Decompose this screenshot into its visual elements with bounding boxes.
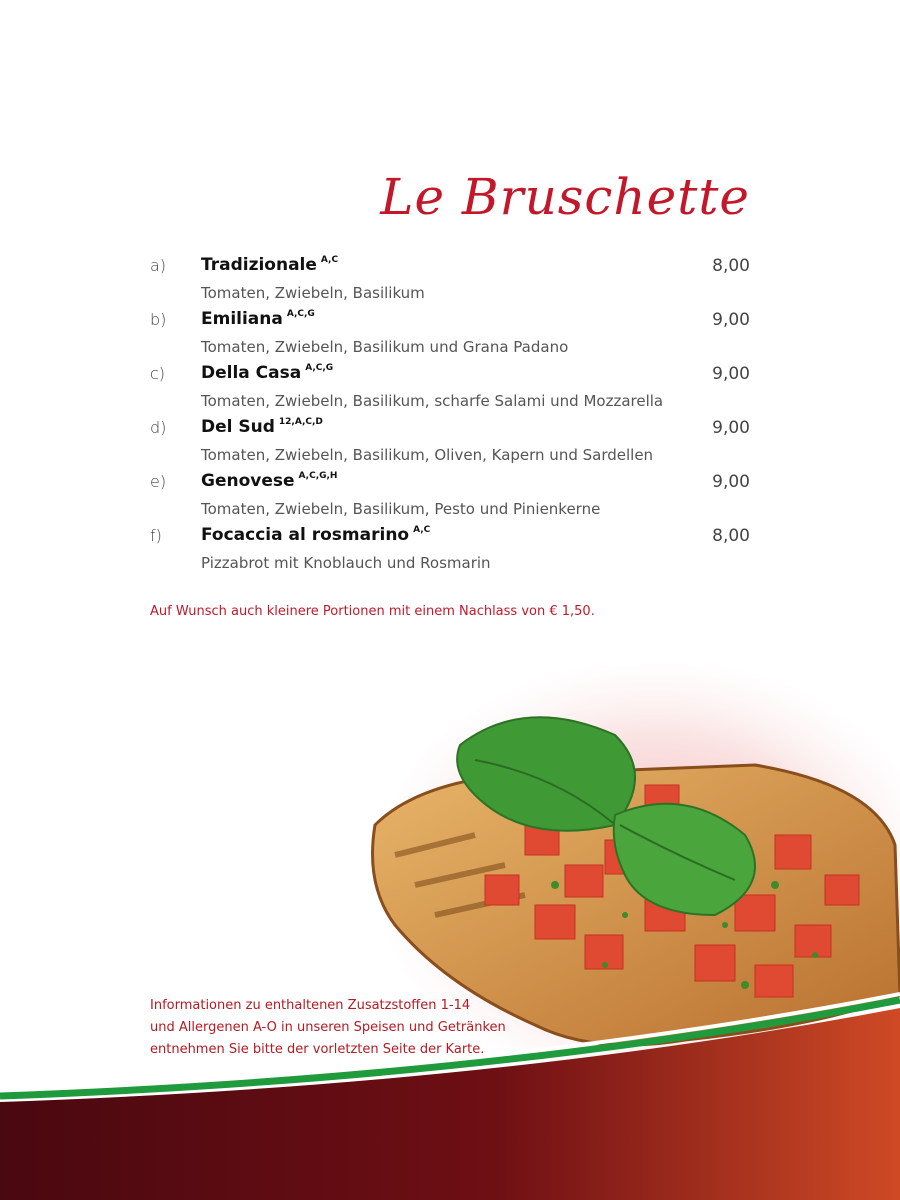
- item-name-text: Della Casa: [201, 363, 302, 383]
- menu-item: [150, 306, 750, 360]
- portion-note: Auf Wunsch auch kleinere Portionen mit einem Nachlass von € 1,50.: [150, 604, 595, 619]
- menu-item: [150, 414, 750, 468]
- item-description: Tomaten, Zwiebeln, Basilikum, Oliven, Kapern und Sardellen: [201, 446, 654, 464]
- item-price: 8,00: [712, 526, 750, 546]
- item-letter: e): [150, 472, 167, 491]
- item-price: 9,00: [712, 418, 750, 438]
- item-price: 9,00: [712, 364, 750, 384]
- item-name-text: Genovese: [201, 471, 295, 491]
- item-letter: d): [150, 418, 167, 437]
- allergen-codes: 12,A,C,D: [278, 417, 323, 427]
- item-letter: b): [150, 310, 167, 329]
- item-name: [201, 255, 338, 275]
- menu-item: [150, 360, 750, 414]
- item-name: [201, 363, 333, 383]
- item-description: Tomaten, Zwiebeln, Basilikum: [201, 284, 425, 302]
- item-description: Tomaten, Zwiebeln, Basilikum, Pesto und Pinienkerne: [201, 500, 601, 518]
- item-letter: a): [150, 256, 167, 275]
- item-price: 9,00: [712, 472, 750, 492]
- item-description: Tomaten, Zwiebeln, Basilikum, scharfe Salami und Mozzarella: [201, 392, 664, 410]
- item-name-text: Del Sud: [201, 417, 275, 437]
- menu-list: [150, 252, 750, 576]
- item-price: 9,00: [712, 310, 750, 330]
- allergen-info: [150, 995, 570, 1061]
- item-name-text: Emiliana: [201, 309, 283, 329]
- allergen-info-line: entnehmen Sie bitte der vorletzten Seite der Karte.: [150, 1042, 485, 1057]
- item-price: 8,00: [712, 256, 750, 276]
- allergen-codes: A,C,G: [305, 363, 334, 373]
- item-name: [201, 417, 323, 437]
- item-description: Tomaten, Zwiebeln, Basilikum und Grana Padano: [201, 338, 569, 356]
- menu-item: [150, 522, 750, 576]
- item-description: Pizzabrot mit Knoblauch und Rosmarin: [201, 554, 491, 572]
- allergen-codes: A,C: [320, 255, 339, 265]
- allergen-codes: A,C,G,H: [298, 471, 338, 481]
- allergen-codes: A,C: [413, 525, 431, 535]
- allergen-info-line: Informationen zu enthaltenen Zusatzstoffen 1-14: [150, 998, 471, 1013]
- item-letter: f): [150, 526, 162, 545]
- item-name-text: Tradizionale: [201, 255, 317, 275]
- item-letter: c): [150, 364, 166, 383]
- allergen-info-line: und Allergenen A-O in unseren Speisen und Getränken: [150, 1020, 506, 1035]
- page-title: Le Bruschette: [380, 168, 750, 226]
- allergen-codes: A,C,G: [286, 309, 315, 319]
- item-name: [201, 309, 315, 329]
- item-name: [201, 471, 337, 491]
- item-name: [201, 525, 430, 545]
- menu-item: [150, 468, 750, 522]
- item-name-text: Focaccia al rosmarino: [201, 525, 410, 545]
- menu-item: [150, 252, 750, 306]
